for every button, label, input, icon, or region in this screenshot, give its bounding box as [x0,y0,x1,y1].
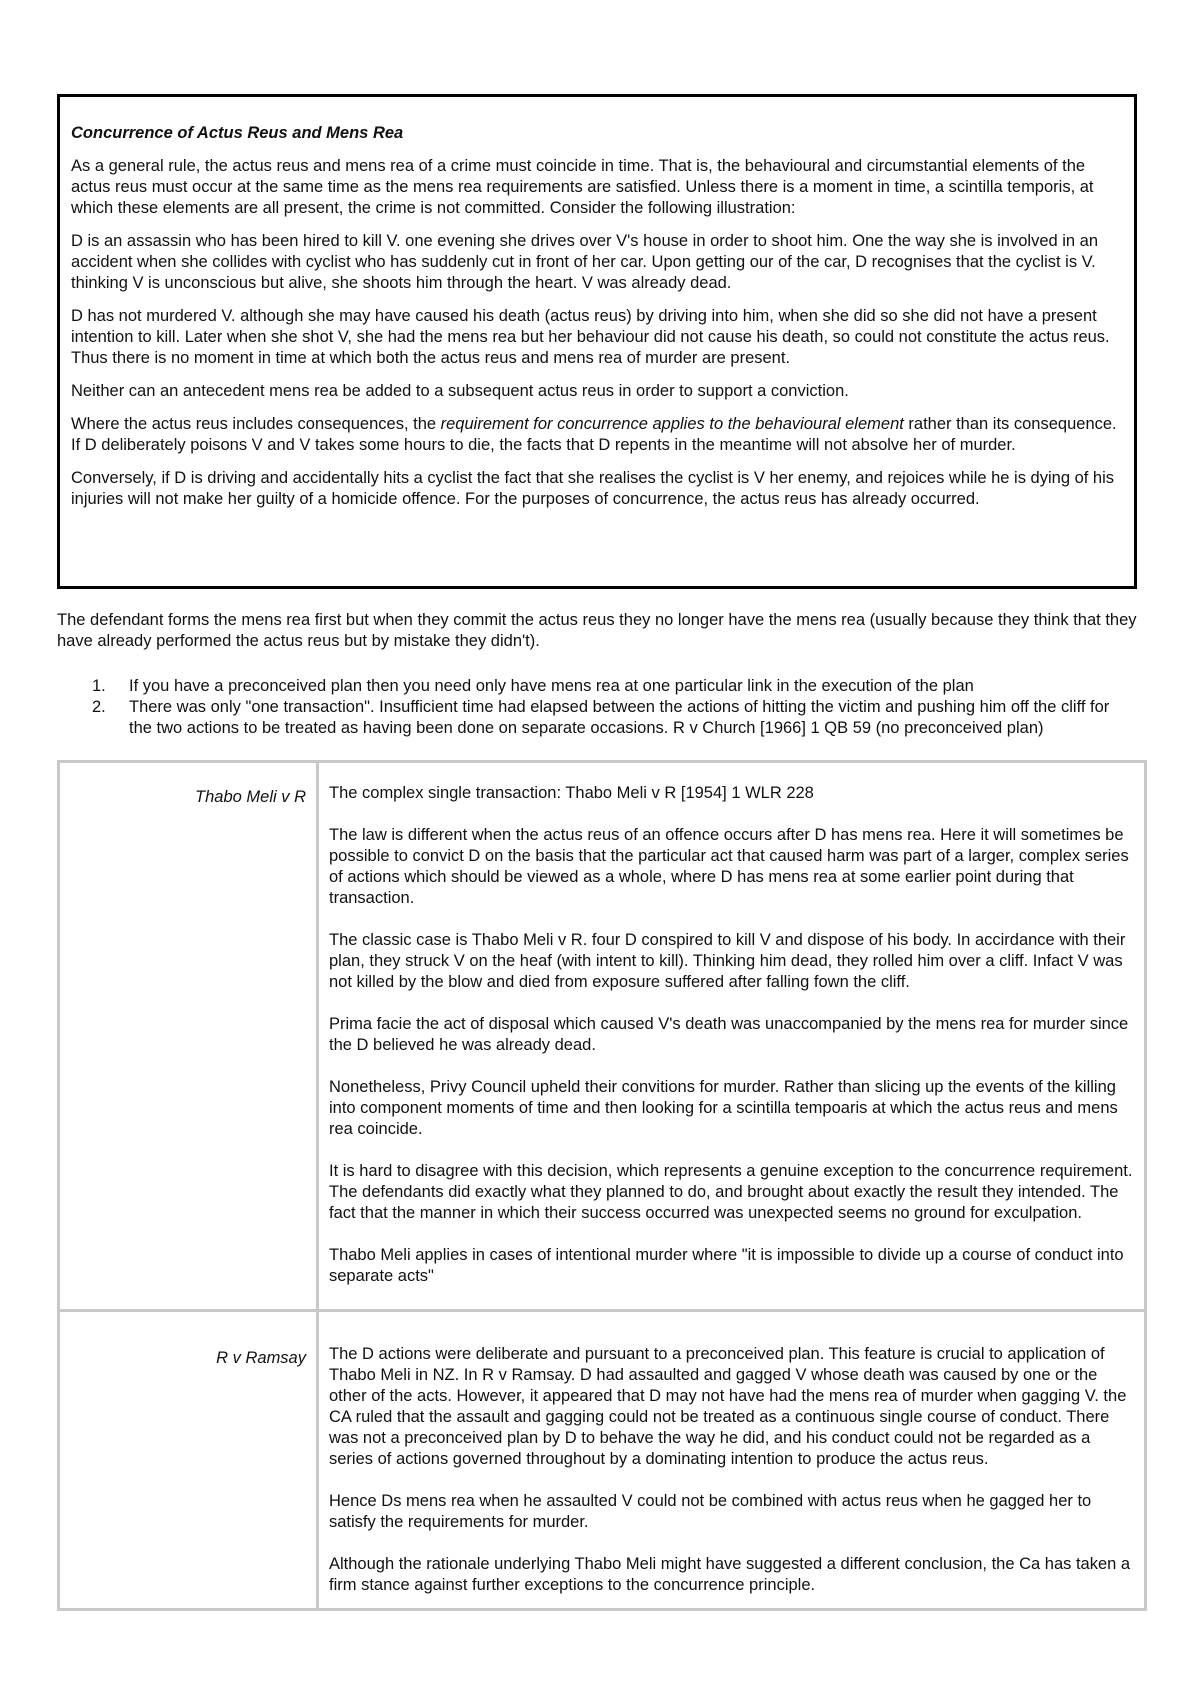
list-text: If you have a preconceived plan then you need only have mens rea at one particular link in the execution of the plan [129,677,974,695]
intro-paragraph: The defendant forms the mens rea first but when they commit the actus reus they no longer have the mens rea (usually because they think that they have already performed the actus reus but by mistake they didn't). [57,611,1137,650]
case-heading: The complex single transaction: Thabo Meli v R [1954] 1 WLR 228 [329,784,814,802]
cases-table [57,760,1147,1611]
box-paragraph: Conversely, if D is driving and accidentally hits a cyclist the fact that she realises the cyclist is V her enemy, and rejoices while he is dying of his injuries will not make her guilty of a homicide offence. For the purposes of concurrence, the actus reus has already occurred. [71,469,1115,508]
case-body-cell [318,762,1146,1311]
box-paragraph: Neither can an antecedent mens rea be added to a subsequent actus reus in order to support a conviction. [71,382,849,400]
box-paragraph-concurrence-rule [71,414,1124,456]
box-paragraph: D has not murdered V. although she may have caused his death (actus reus) by driving into him, when she did so she did not have a present intention to kill. Later when she shot V, she had the mens rea but her behaviour did not cause his death, so could not constitute the actus reus. Thus there is no moment in time at which both the actus reus and mens rea of murder are present. [71,307,1110,367]
box-paragraph: D is an assassin who has been hired to kill V. one evening she drives over V's house in order to shoot him. One the way she is involved in an accident when she collides with cyclist who has suddenly cut in front of her car. Upon getting our of the car, D recognises that the cyclist is V. thinking V is unconscious but alive, she shoots him through the heart. V was already dead. [71,232,1099,292]
case-paragraph: Although the rationale underlying Thabo Meli might have suggested a different conclusion, the Ca has taken a firm stance against further exceptions to the concurrence principle. [329,1555,1131,1594]
list-item [80,697,1110,739]
box-p5-after: rather than its consequence. If D deliberately poisons V and V takes some hours to die, the facts that D repents in the meantime will not absolve her of murder. [71,415,1117,454]
case-name-cell: R v Ramsay [59,1311,318,1610]
box-p5-emphasis: requirement for concurrence applies to the behavioural element [440,415,904,433]
box-paragraph: As a general rule, the actus reus and mens rea of a crime must coincide in time. That is, the behavioural and circumstantial elements of the actus reus must occur at the same time as the mens rea requirements are satisfied. Unless there is a moment in time, a scintilla temporis, at which these elements are all present, the crime is not committed. Consider the following illustration: [71,157,1094,217]
case-paragraph: The D actions were deliberate and pursuant to a preconceived plan. This feature is crucial to application of Thabo Meli in NZ. In R v Ramsay. D had assaulted and gagged V whose death was caused by one or the other of the acts. However, it appeared that D may not have had the mens rea of murder when gagging V. the CA ruled that the assault and gagging could not be treated as a continuous single course of conduct. There was not a preconceived plan by D to behave the way he did, and his conduct could not be regarded as a series of actions governed throughout by a dominating intention to produce the actus reus. [329,1345,1127,1468]
numbered-list [80,676,1110,739]
case-paragraph: Hence Ds mens rea when he assaulted V could not be combined with actus reus when he gagged her to satisfy the requirements for murder. [329,1492,1092,1531]
table-row-ramsay [59,1311,1146,1610]
case-paragraph: The classic case is Thabo Meli v R. four D conspired to kill V and dispose of his body. In accirdance with their plan, they struck V on the heaf (with intent to kill). Thinking him dead, they rolled him over a cliff. Infact V was not killed by the blow and died from exposure suffered after falling fown the cliff. [329,931,1126,991]
case-paragraph: It is hard to disagree with this decision, which represents a genuine exception to the concurrence requirement. The defendants did exactly what they planned to do, and brought about exactly the result they intended. The fact that the manner in which their success occurred was unexpected seems no ground for exculpation. [329,1162,1133,1222]
case-paragraph: The law is different when the actus reus of an offence occurs after D has mens rea. Here it will sometimes be possible to convict D on the basis that the particular act that caused harm was part of a larger, complex series of actions which should be viewed as a whole, where D has mens rea at some earlier point during that transaction. [329,826,1129,907]
list-number: 1. [92,677,106,695]
box-title: Concurrence of Actus Reus and Mens Rea [71,124,404,142]
list-text: There was only "one transaction". Insufficient time had elapsed between the actions of hitting the victim and pushing him off the cliff for the two actions to be treated as having been done on separate occasions. R v Church [1966] 1 QB 59 (no preconceived plan) [129,698,1110,737]
case-name-cell: Thabo Meli v R [59,762,318,1311]
case-paragraph: Prima facie the act of disposal which caused V's death was unaccompanied by the mens rea for murder since the D believed he was already dead. [329,1015,1129,1054]
list-item [80,676,1110,697]
case-body-cell [318,1311,1146,1610]
case-paragraph: Thabo Meli applies in cases of intentional murder where "it is impossible to divide up a course of conduct into separate acts" [329,1246,1124,1285]
table-row-thabo-meli [59,762,1146,1311]
list-number: 2. [92,698,106,716]
case-paragraph: Nonetheless, Privy Council upheld their convitions for murder. Rather than slicing up the events of the killing into component moments of time and then looking for a scintilla tempoaris at which the actus reus and mens rea coincide. [329,1078,1118,1138]
concurrence-box [57,94,1137,589]
box-p5-before: Where the actus reus includes consequences, the [71,415,441,433]
